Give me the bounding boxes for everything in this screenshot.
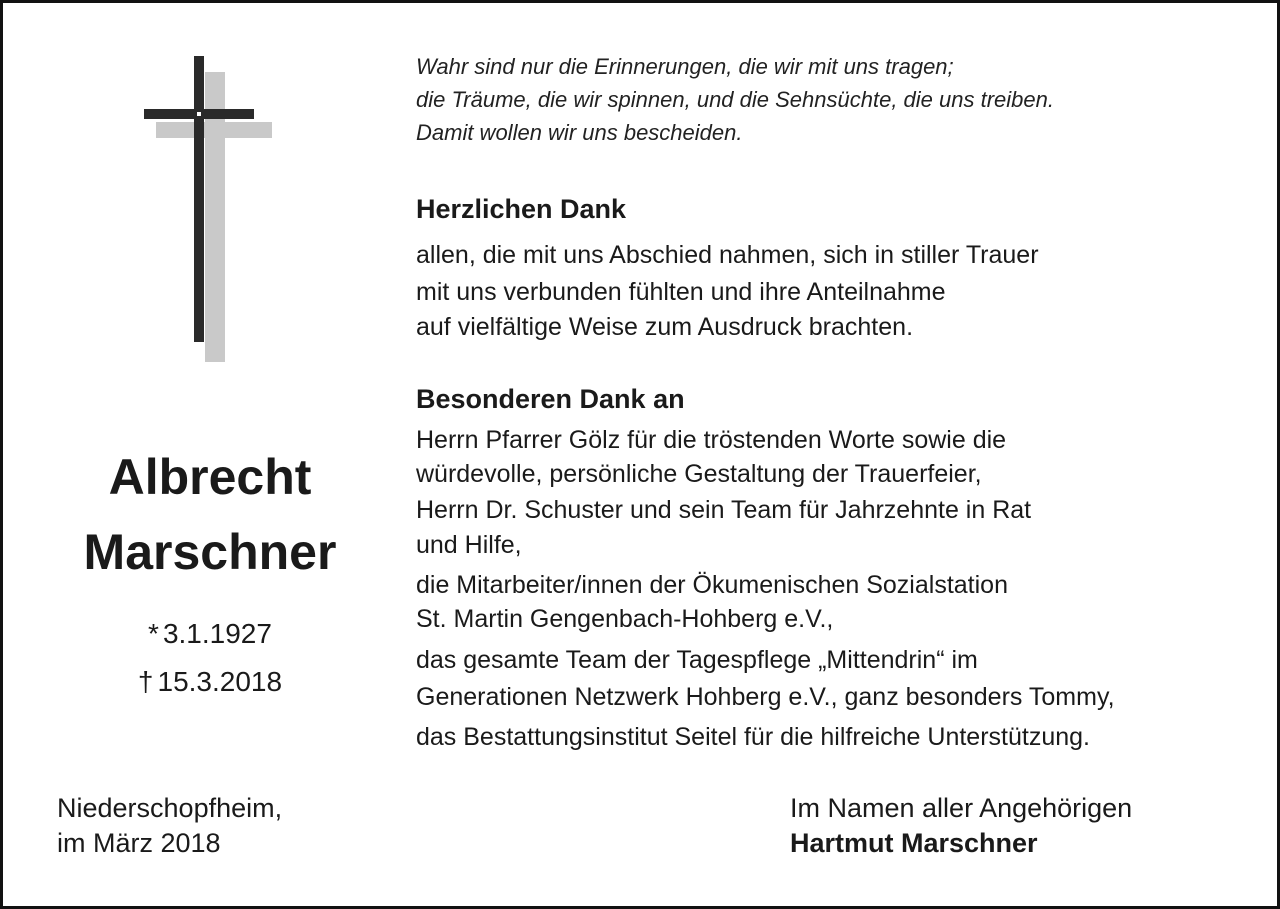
cross-bar	[144, 56, 254, 342]
special-thanks-line: St. Martin Gengenbach-Hohberg e.V.,	[416, 605, 834, 633]
death-date-line	[40, 668, 380, 696]
special-thanks-line: würdevolle, persönliche Gestaltung der Trauerfeier,	[416, 460, 982, 488]
special-thanks-line: und Hilfe,	[416, 531, 522, 559]
birth-date-line	[40, 620, 380, 648]
signature-name: Hartmut Marschner	[790, 828, 1038, 858]
special-thanks-heading: Besonderen Dank an	[416, 384, 685, 414]
signature-intro: Im Namen aller Angehörigen	[790, 793, 1133, 823]
thanks-line: auf vielfältige Weise zum Ausdruck brachten.	[416, 313, 914, 341]
special-thanks-line: Herrn Pfarrer Gölz für die tröstenden Worte sowie die	[416, 426, 1007, 454]
thanks-line: allen, die mit uns Abschied nahmen, sich in stiller Trauer	[416, 241, 1039, 269]
place-date: im März 2018	[57, 828, 221, 858]
death-date: 15.3.2018	[157, 666, 283, 697]
special-thanks-line: Herrn Dr. Schuster und sein Team für Jahrzehnte in Rat	[416, 496, 1032, 524]
quote-line: Wahr sind nur die Erinnerungen, die wir mit uns tragen;	[416, 54, 954, 79]
deceased-last-name: Marschner	[83, 524, 337, 580]
special-thanks-line: das gesamte Team der Tagespflege „Mittendrin“ im	[416, 646, 978, 674]
place-name: Niederschopfheim,	[57, 793, 283, 823]
quote-line: Damit wollen wir uns bescheiden.	[416, 120, 743, 145]
birth-symbol: *	[148, 618, 159, 649]
special-thanks-line: die Mitarbeiter/innen der Ökumenischen Sozialstation	[416, 571, 1008, 599]
deceased-first-name: Albrecht	[108, 449, 312, 505]
quote-line: die Träume, die wir spinnen, und die Sehnsüchte, die uns treiben.	[416, 87, 1054, 112]
thanks-heading: Herzlichen Dank	[416, 194, 627, 224]
cross-icon	[140, 50, 280, 370]
thanks-line: mit uns verbunden fühlten und ihre Anteilnahme	[416, 278, 946, 306]
special-thanks-line: das Bestattungsinstitut Seitel für die hilfreiche Unterstützung.	[416, 723, 1090, 751]
special-thanks-line: Generationen Netzwerk Hohberg e.V., ganz besonders Tommy,	[416, 683, 1115, 711]
birth-date: 3.1.1927	[162, 618, 272, 649]
death-symbol: †	[137, 666, 154, 697]
